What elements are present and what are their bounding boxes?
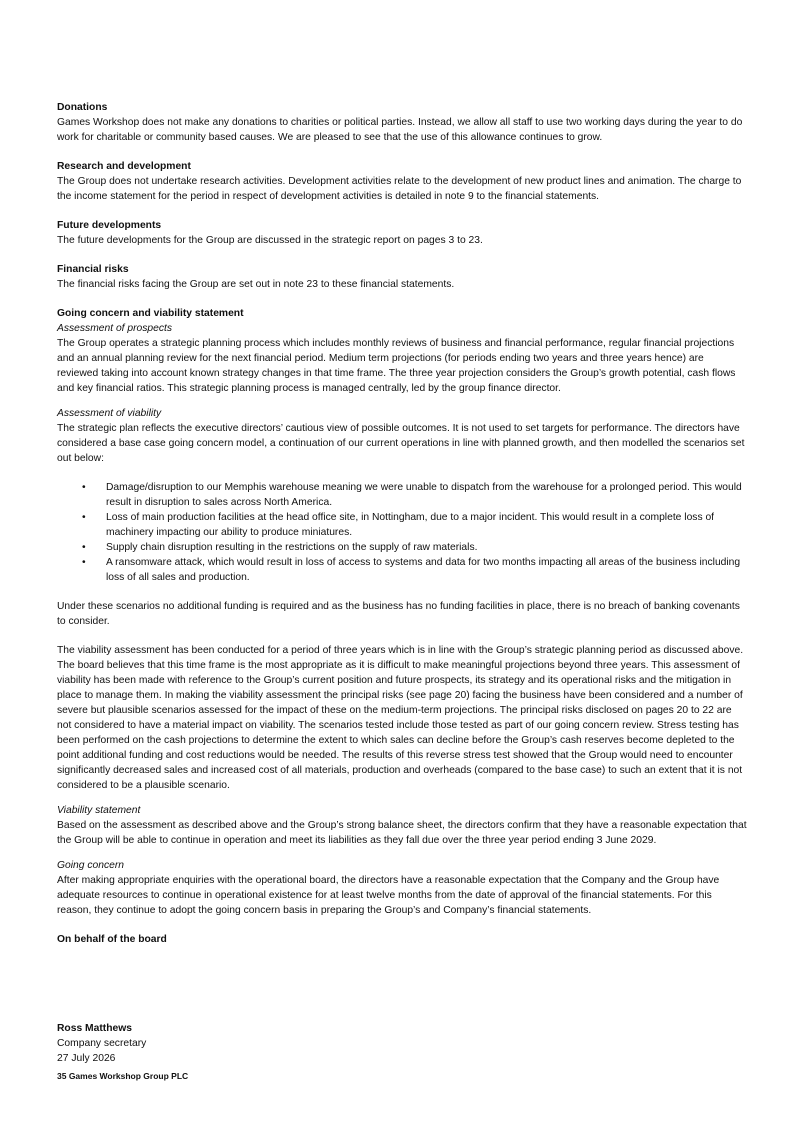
bullet-icon: • xyxy=(82,512,86,523)
scenario-text: A ransomware attack, which would result in loss of access to systems and data for two months impacting all areas of the business including loss of all sales and production. xyxy=(106,557,741,583)
viability-text: The strategic plan reflects the executive directors’ cautious view of possible outcomes. It is not used to set targets for performance. The directors have considered a base case going concern model, a continuation of our current operations in line with planned growth, and then modelled the scenarios set out below: xyxy=(57,423,745,464)
bullet-icon: • xyxy=(82,482,86,493)
donations-section xyxy=(57,100,747,145)
signature-date: 27 July 2026 xyxy=(57,1053,116,1064)
scenario-text: Supply chain disruption resulting in the restrictions on the supply of raw materials. xyxy=(106,542,478,553)
viability-statement-subheading: Viability statement xyxy=(57,805,141,816)
donations-text: Games Workshop does not make any donations to charities or political parties. Instead, we allow all staff to use two working days during the year to do work for charitable or community based causes. We are pleased to see that the use of this allowance continues to grow. xyxy=(57,117,743,143)
bullet-icon: • xyxy=(82,557,86,568)
prospects-block xyxy=(57,321,747,396)
viability-subheading: Assessment of viability xyxy=(57,408,162,419)
future-section xyxy=(57,218,747,248)
signature-block xyxy=(57,1021,146,1066)
scenario-text: Damage/disruption to our Memphis warehouse meaning we were unable to dispatch from the warehouse for a prolonged period. This would result in disruption to sales across North America. xyxy=(106,482,742,508)
list-item xyxy=(57,510,747,540)
signatory-title: Company secretary xyxy=(57,1038,147,1049)
research-text: The Group does not undertake research activities. Development activities relate to the development of new product lines and animation. The charge to the income statement for the period in respect of development activities is detailed in note 9 to the financial statements. xyxy=(57,176,742,202)
list-item xyxy=(57,480,747,510)
going-concern-heading: Going concern and viability statement xyxy=(57,308,244,319)
going-concern-subheading: Going concern xyxy=(57,860,124,871)
donations-heading: Donations xyxy=(57,102,108,113)
scenario-list xyxy=(57,480,747,585)
research-heading: Research and development xyxy=(57,161,191,172)
going-concern-block xyxy=(57,858,747,918)
future-text: The future developments for the Group are discussed in the strategic report on pages 3 to 23. xyxy=(57,235,483,246)
report-body xyxy=(57,100,747,947)
financial-risks-heading: Financial risks xyxy=(57,264,129,275)
going-concern-text: After making appropriate enquiries with the operational board, the directors have a reasonable expectation that the Company and the Group have adequate resources to continue in operational existence for at least twelve months from the date of approval of the financial statements. For this reason, they continue to adopt the going concern basis in preparing the Group’s and Company’s financial statements. xyxy=(57,875,720,916)
viability-statement-block xyxy=(57,803,747,848)
list-item xyxy=(57,540,747,555)
prospects-text: The Group operates a strategic planning process which includes monthly reviews of business and financial performance, regular financial projections and an annual planning review for the next financial period. Medium term projections (for periods ending two years and three years hence) are reviewed taking into account known strategy changes in that time frame. The three year projection considers the Group’s growth potential, cash flows and key financial ratios. This strategic planning process is managed centrally, led by the group finance director. xyxy=(57,338,736,394)
list-item xyxy=(57,555,747,585)
viability-assessment-text: The viability assessment has been conducted for a period of three years which is in line with the Group’s strategic planning period as discussed above. The board believes that this time frame is the most appropriate as it is difficult to make meaningful projections beyond three years. This assessment of viability has been made with reference to the Group’s current position and future prospects, its strategy and its operational risks and the mitigation in place to manage them. In making the viability assessment the principal risks (see page 20) facing the business have been considered and a number of severe but plausible scenarios assessed for the impact of these on the medium-term projections. The principal risks disclosed on pages 20 to 22 are not considered to have a material impact on viability. The scenarios tested include those tested as part of our going concern review. Stress testing has been performed on the cash projections to determine the extent to which sales can decline before the Group’s cash reserves become depleted to the point additional funding and cost reductions would be needed. The results of this reverse stress test showed that the Group would need to encounter significantly decreased sales and increased cost of all materials, production and overheads (compared to the base case) to such an extent that it is not considered to be a plausible scenario. xyxy=(57,645,744,791)
after-bullets-text: Under these scenarios no additional funding is required and as the business has no funding facilities in place, there is no breach of banking covenants to consider. xyxy=(57,601,740,627)
viability-statement-text: Based on the assessment as described above and the Group’s strong balance sheet, the directors confirm that they have a reasonable expectation that the Group will be able to continue in operation and meet its liabilities as they fall due over the three year period ending 3 June 2029. xyxy=(57,820,747,846)
prospects-subheading: Assessment of prospects xyxy=(57,323,173,334)
research-section xyxy=(57,159,747,204)
going-concern-section xyxy=(57,306,747,918)
page-footer: 35 Games Workshop Group PLC xyxy=(57,1071,189,1081)
board-heading: On behalf of the board xyxy=(57,934,167,945)
viability-block xyxy=(57,406,747,793)
financial-risks-section xyxy=(57,262,747,292)
bullet-icon: • xyxy=(82,542,86,553)
scenario-text: Loss of main production facilities at the head office site, in Nottingham, due to a major incident. This would result in a complete loss of machinery impacting our ability to produce miniatures. xyxy=(106,512,715,538)
financial-risks-text: The financial risks facing the Group are set out in note 23 to these financial statements. xyxy=(57,279,455,290)
signatory-name: Ross Matthews xyxy=(57,1023,132,1034)
future-heading: Future developments xyxy=(57,220,162,231)
